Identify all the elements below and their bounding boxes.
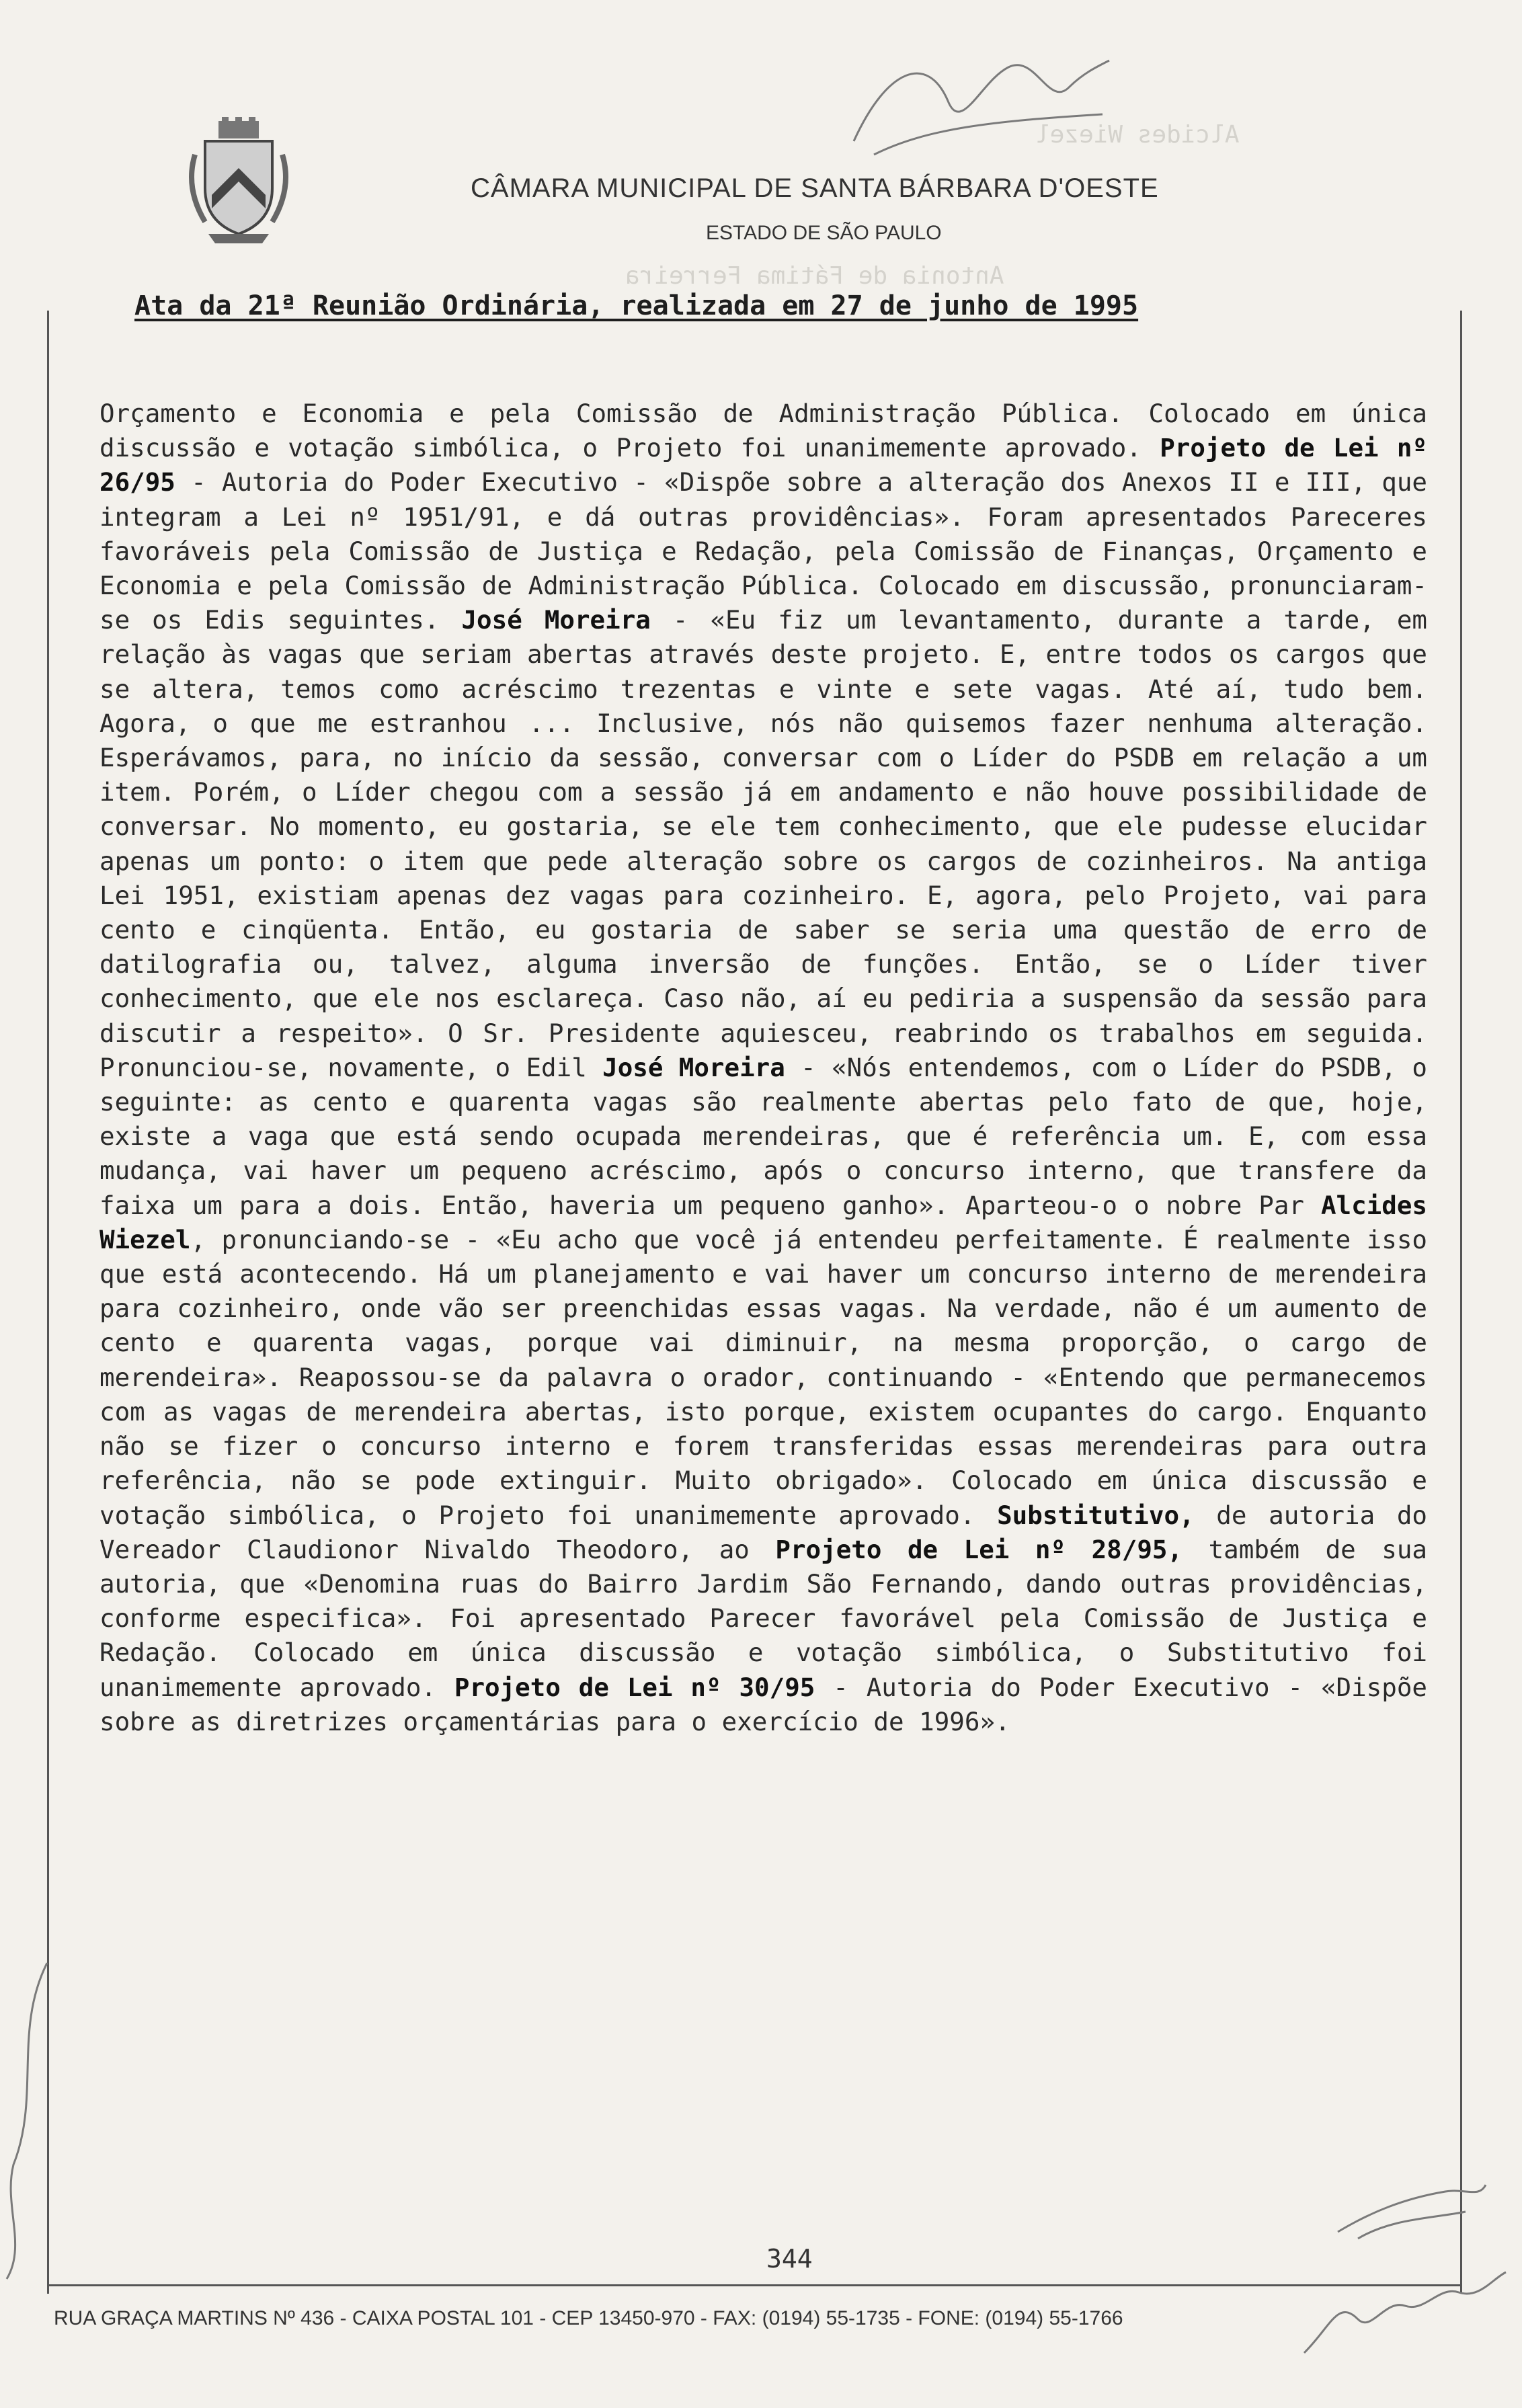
institution-name: CÂMARA MUNICIPAL DE SANTA BÁRBARA D'OESTE (471, 173, 1159, 203)
margin-mark-icon (0, 1950, 54, 2286)
coat-of-arms-icon (182, 114, 296, 249)
signature-mark-icon (847, 40, 1116, 161)
speaker-name: José Moreira (602, 1052, 785, 1082)
speaker-name: José Moreira (461, 605, 651, 635)
body-text-run: - «Nós entendemos, com o Líder do PSDB, o seguinte: as cento e quarenta vagas são realmente abertas pelo fato de que, hoje, existe a vaga que está sendo ocupada merendeiras, que é referência um. E, com essa mudança, vai haver um pequeno acréscimo, após o concurso interno, que transfere da faixa um para a dois. Então, haveria um pequeno ganho». Aparteou-o o nobre Par (99, 1052, 1427, 1220)
body-text-run: - Autoria do Poder Executivo - «Dispõe sobre as diretrizes orçamentárias para o exercício de 1996». (99, 1672, 1427, 1736)
state-name: ESTADO DE SÃO PAULO (706, 222, 942, 244)
body-text-run: , pronunciando-se - «Eu acho que você já entendeu perfeitamente. É realmente isso que está acontecendo. Há um planejamento e vai haver um concurso interno de merendeira para cozinheiro, onde vão ser preenchidas essas vagas. Na verdade, não é um aumento de cento e quarenta vagas, porque vai diminuir, na mesma proporção, o cargo de merendeira». Reapossou-se da palavra o orador, continuando - «Entendo que permanecemos com as vagas de merendeira abertas, isto porque, existem ocupantes do cargo. Enquanto não se fizer o concurso interno e forem transferidas essas merendeiras para outra referência, não se pode extinguir. Muito obrigado». Colocado em única discussão e votação simbólica, o Projeto foi unanimemente aprovado. (99, 1224, 1427, 1530)
body-text-run: também de sua autoria, que «Denomina ruas do Bairro Jardim São Fernando, dando outras providências, conforme especifica». Foi apresentado Parecer favorável pela Comissão de Justiça e Redação. Colocado em única discussão e votação simbólica, o Substitutivo foi unanimemente aprovado. (99, 1534, 1427, 1702)
frame-line (1460, 311, 1462, 2294)
body-text-run: de autoria do Vereador Claudionor Nivaldo Theodoro, ao (99, 1500, 1428, 1564)
bill-reference: Projeto de Lei nº 26/95 (99, 433, 1427, 497)
document-title: Ata da 21ª Reunião Ordinária, realizada em 27 de junho de 1995 (134, 290, 1139, 321)
bill-reference: Projeto de Lei nº 30/95 (454, 1672, 815, 1702)
initials-mark-icon (1331, 2171, 1492, 2252)
signature-mark-icon (1297, 2259, 1513, 2366)
body-text-run: - «Eu fiz um levantamento, durante a tarde, em relação às vagas que seriam abertas através deste projeto. E, entre todos os cargos que se altera, temos como acréscimo trezentas e vinte e sete vagas. Até aí, tudo bem. Agora, o que me estranhou ... Inclusive, nós não quisemos fazer nenhuma alteração. Esperávamos, para, no início da sessão, conversar com o Líder do PSDB em relação a um item. Porém, o Líder chegou com a sessão já em andamento e não houve possibilidade de conversar. No momento, eu gostaria, se ele tem conhecimento, que ele pudesse elucidar apenas um ponto: o item que pede alteração sobre os cargos de cozinheiros. Na antiga Lei 1951, existiam apenas dez vagas para cozinheiro. E, agora, pelo Projeto, vai para cento e cinqüenta. Então, eu gostaria de saber se seria uma questão de erro de datilografia ou, talvez, alguma inversão de funções. Então, se o Líder tiver conhecimento, que ele nos esclareça. Caso não, aí eu pediria a suspensão da sessão para discutir a respeito». O Sr. Presidente aquiesceu, reabrindo os trabalhos em seguida. Pronunciou-se, novamente, o Edil (99, 605, 1427, 1082)
page-number: 344 (766, 2244, 813, 2274)
minutes-body (99, 397, 1427, 1739)
show-through-text: Alcides Wiezel (1035, 121, 1240, 149)
frame-line (47, 2284, 1462, 2286)
bill-reference: Projeto de Lei nº 28/95, (775, 1534, 1183, 1564)
body-text-run: Orçamento e Economia e pela Comissão de Administração Pública. Colocado em única discussão e votação simbólica, o Projeto foi unanimemente aprovado. (99, 399, 1427, 463)
address-footer: RUA GRAÇA MARTINS Nº 436 - CAIXA POSTAL 101 - CEP 13450-970 - FAX: (0194) 55-1735 - FONE: (0194) 55-1766 (54, 2307, 1123, 2329)
speaker-name: Alcides Wiezel (99, 1190, 1427, 1254)
show-through-text: Antonia de Fátima Ferreira (625, 262, 1004, 290)
bill-reference: Substitutivo, (997, 1500, 1195, 1530)
body-text-run: - Autoria do Poder Executivo - «Dispõe sobre a alteração dos Anexos II e III, que integram a Lei nº 1951/91, e dá outras providências». Foram apresentados Pareceres favoráveis pela Comissão de Justiça e Redação, pela Comissão de Finanças, Orçamento e Economia e pela Comissão de Administração Pública. Colocado em discussão, pronunciaram-se os Edis seguintes. (99, 467, 1427, 635)
